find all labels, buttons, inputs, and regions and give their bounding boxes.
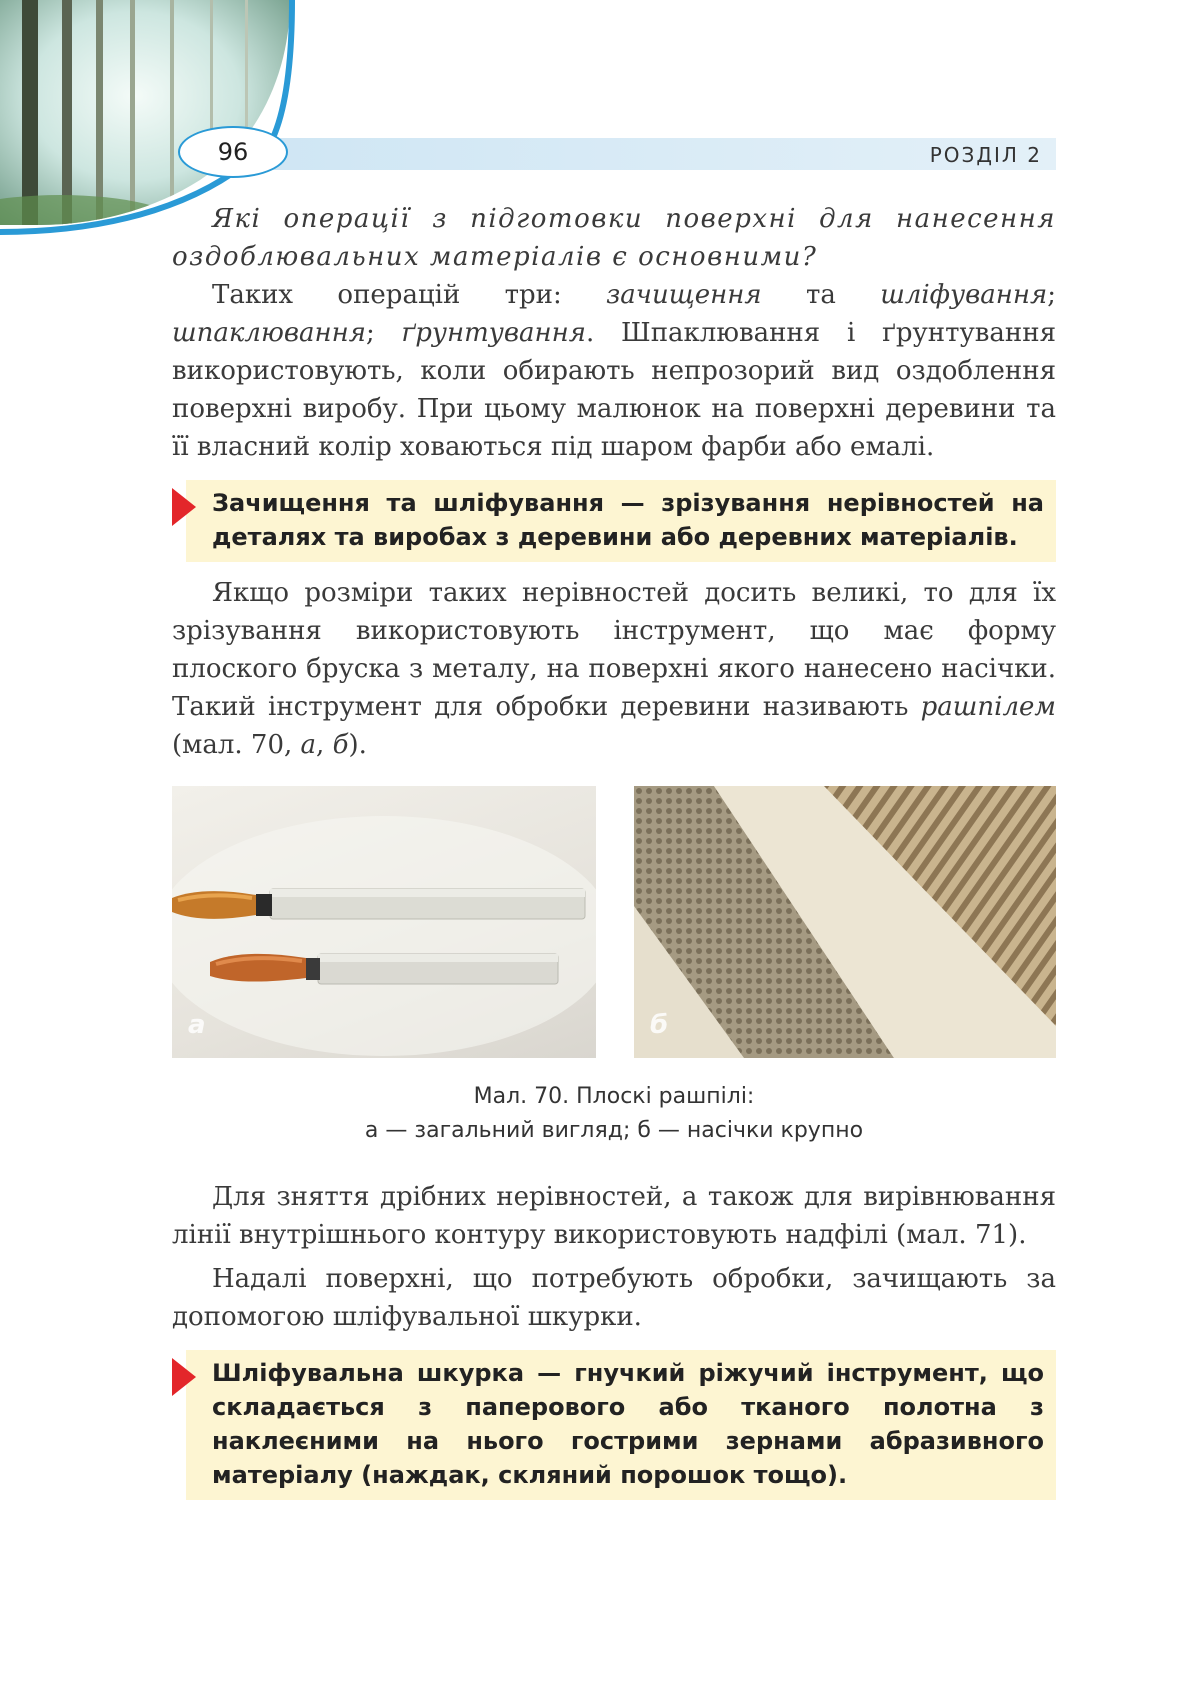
caption-line-1: Мал. 70. Плоскі рашпілі: [473,1084,755,1109]
figure-70 [172,786,1056,1058]
term-rasp: рашпілем [920,692,1056,722]
photo-rasp-teeth-closeup [634,786,1056,1058]
definition-text: Шліфувальна шкурка — гнучкий ріжучий інструмент, що складається з паперового або тканого полотна з наклеєними на нього гострими зернами абразивного матеріалу (наждак, скляний порошок тощо). [212,1359,1044,1489]
text-run: ; [1047,280,1056,310]
caption-line-2: а — загальний вигляд; б — насічки крупно [364,1118,864,1143]
term-priming: ґрунтування [401,318,586,348]
figure-caption [172,1080,1056,1148]
paragraph-operations [172,276,1056,466]
figure-ref-a: а [300,730,317,760]
text-run: та [761,280,881,310]
question-heading: Які операції з підготовки поверхні для нанесення оздоблювальних матеріалів є основними? [172,204,1056,272]
text-run: , [316,730,333,760]
paragraph-rasp [172,574,1056,764]
term-sanding: шліфування [880,280,1048,310]
definition-box-sanding [186,480,1056,562]
red-triangle-marker-icon [172,488,196,526]
page-number-text: 96 [217,138,249,166]
definition-text: Зачищення та шліфування — зрізування нерівностей на деталях та виробах з деревини або деревних матеріалів. [212,489,1044,551]
page-number [178,126,288,178]
text-run: Таких операцій три: [212,280,607,310]
red-triangle-marker-icon [172,1358,196,1396]
photo-label-a: а [188,1010,206,1040]
definition-box-sandpaper [186,1350,1056,1500]
term-cleaning: зачищення [606,280,762,310]
text-run: (мал. 70, [172,730,301,760]
photo-rasps-general-view [172,786,596,1058]
page-content [172,200,1056,1512]
photo-label-b: б [650,1010,669,1040]
figure-ref-b: б [332,730,349,760]
section-label: РОЗДІЛ 2 [929,143,1042,167]
text-run: ). [348,730,367,760]
paragraph-sandpaper: Надалі поверхні, що потребують обробки, зачищають за допомогою шліфувальної шкурки. [172,1264,1056,1332]
text-run: ; [365,318,402,348]
term-puttying: шпаклювання [172,318,366,348]
paragraph-needle-files: Для зняття дрібних нерівностей, а також для вирівнювання лінії внутрішнього контуру використовують надфілі (мал. 71). [172,1182,1056,1250]
text-run: . Шпаклювання і ґрунтування використовують, коли обирають непрозорий вид оздоблення поверхні виробу. При цьому малюнок на поверхні деревини та її власний колір ховаються під шаром фарби або емалі. [172,318,1056,462]
text-run: Якщо розміри таких нерівностей досить великі, то для їх зрізування використовують інструмент, що має форму плоского бруска з металу, на поверхні якого нанесено насічки. Такий інструмент для обробки деревини називають [172,578,1056,722]
header-band [258,138,1056,170]
